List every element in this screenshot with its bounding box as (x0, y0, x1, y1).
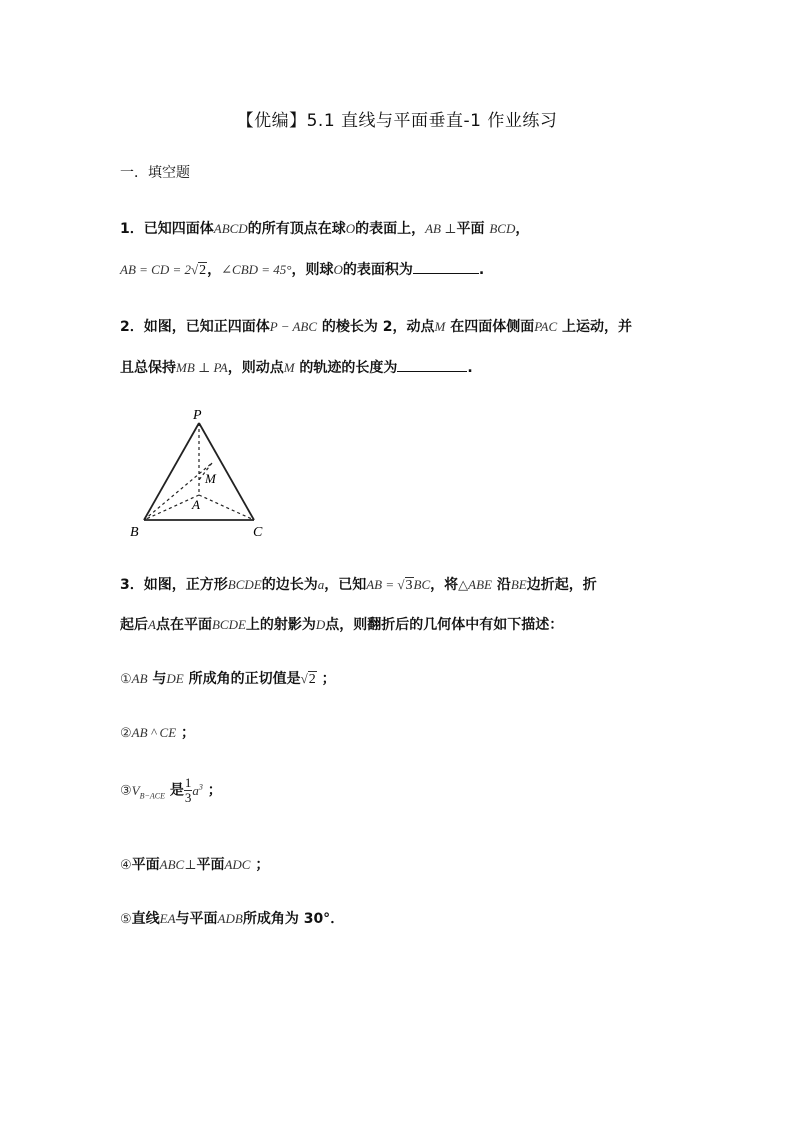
q2-math: M (283, 360, 295, 375)
q2-text: 2．如图，已知正四面体 (120, 319, 270, 335)
s1-math: AB (131, 671, 148, 686)
fraction-denominator: 3 (184, 790, 192, 805)
q3-text: 3．如图，正方形 (120, 577, 228, 593)
s1-sqrt-value: 2 (308, 672, 316, 687)
s5-text: 与平面 (175, 911, 218, 927)
s3-subscript: B−ACE (139, 791, 166, 801)
s1-end: ； (321, 671, 336, 687)
q3-math: BE (510, 577, 527, 592)
q1-math: BCD (489, 221, 516, 236)
s5-end: ． (330, 911, 345, 927)
edge-AB (144, 495, 199, 520)
s4-math: ABC (159, 857, 185, 872)
q3-equation: AB = (366, 577, 398, 592)
s1-math: DE (166, 671, 184, 686)
q3-math: ABE (468, 577, 492, 592)
statement-2 (120, 722, 195, 742)
q2-text: ，则动点 (227, 360, 284, 376)
q3-text: 点在平面 (155, 617, 212, 633)
q1-text: 的表面积为 (342, 262, 413, 278)
s3-end: ； (207, 782, 222, 799)
q1-equation: AB = CD = 2 (120, 262, 191, 277)
circled-number: ⑤ (120, 911, 132, 926)
s5-math: EA (159, 911, 176, 926)
q3-text: 的边长为 (261, 577, 318, 593)
q1-math: AB ⊥ (425, 221, 457, 236)
edge-AC (199, 495, 254, 520)
perp-symbol: ⊥ (184, 857, 197, 872)
sqrt-sign: √ (397, 577, 405, 592)
s3-a-base: a (192, 782, 199, 798)
q1-sqrt-value: 2 (199, 263, 207, 278)
question-3-line-2 (120, 614, 563, 634)
s3-text: 是 (169, 782, 184, 799)
q3-sqrt-value: 3 (405, 578, 413, 593)
question-2-line-1 (120, 316, 632, 336)
q1-text: ， (207, 262, 222, 278)
q3-text: 沿 (496, 577, 511, 593)
s3-a (192, 783, 203, 798)
statement-4 (120, 854, 269, 874)
triangle-symbol: △ (458, 577, 469, 592)
q3-text: 起后 (120, 617, 148, 633)
question-2-line-2 (120, 357, 473, 377)
q2-text: 的轨迹的长度为 (299, 360, 398, 376)
q2-math: M (434, 319, 446, 334)
statement-1 (120, 668, 336, 688)
s1-text: 所成角的正切值是 (188, 671, 301, 687)
label-B: B (130, 525, 139, 540)
q3-text: ，已知 (324, 577, 367, 593)
q3-text: 上的射影为 (245, 617, 316, 633)
q1-math: O (333, 262, 343, 277)
s5-text: 所成角为 30° (242, 911, 331, 927)
s4-text: 平面 (131, 857, 160, 873)
s4-text: 平面 (196, 857, 225, 873)
q3-math: BC (413, 577, 431, 592)
question-1-line-1 (120, 218, 529, 238)
q3-math: a (317, 577, 325, 592)
s3-V: V (131, 782, 140, 798)
s4-math: ADC (224, 857, 251, 872)
q2-end: . (467, 360, 473, 376)
q3-math: BCDE (211, 617, 246, 632)
q1-angle: ∠CBD = 45° (221, 262, 292, 277)
q2-math: PAC (534, 319, 558, 334)
sqrt-sign: √ (191, 262, 199, 277)
tetrahedron-figure (122, 405, 282, 549)
label-A: A (192, 497, 200, 512)
q2-math: MB ⊥ PA (176, 360, 228, 375)
circled-number: ① (120, 671, 132, 686)
s5-text: 直线 (131, 911, 160, 927)
s5-math: ADB (217, 911, 243, 926)
label-M: M (205, 471, 216, 486)
q3-text: ，将 (430, 577, 459, 593)
label-C: C (253, 525, 263, 540)
s1-text: 与 (152, 671, 167, 687)
circled-number: ② (120, 725, 132, 740)
fraction-numerator: 1 (184, 775, 192, 790)
q2-text: 在四面体侧面 (450, 319, 535, 335)
q2-text: 上运动，并 (562, 319, 633, 335)
q3-math: BCDE (227, 577, 262, 592)
s2-math: AB ^ CE (131, 725, 177, 740)
q1-text: 平面 (456, 221, 485, 237)
question-3-line-1 (120, 574, 597, 594)
q1-text: 的表面上， (355, 221, 426, 237)
answer-blank (413, 261, 479, 274)
question-1-line-2 (120, 259, 484, 279)
s3-volume (131, 782, 166, 801)
q1-text: ， (515, 221, 530, 237)
section-heading: 一．填空题 (120, 165, 190, 181)
circled-number: ③ (120, 782, 132, 798)
q2-math: P − ABC (269, 319, 318, 334)
q2-text: 的棱长为 2，动点 (321, 319, 435, 335)
q3-text: 点，则翻折后的几何体中有如下描述： (325, 617, 564, 633)
segment-MB (144, 463, 212, 520)
s2-end: ； (181, 725, 196, 741)
q1-math: ABCD (213, 221, 248, 236)
q3-math: A (148, 617, 156, 632)
q1-math: O (345, 221, 356, 236)
statement-3 (120, 776, 222, 805)
sqrt-sign: √ (300, 671, 308, 686)
answer-blank (397, 359, 467, 372)
q3-math: D (315, 617, 326, 632)
q3-text: 边折起，折 (526, 577, 597, 593)
edge-PB (144, 423, 199, 520)
q1-text: ，则球 (291, 262, 334, 278)
label-P: P (193, 408, 202, 423)
s4-end: ； (255, 857, 270, 873)
q1-text: 的所有顶点在球 (247, 221, 346, 237)
q1-end: . (478, 262, 485, 278)
q2-text: 且总保持 (120, 360, 176, 376)
statement-5 (120, 908, 344, 928)
circled-number: ④ (120, 857, 132, 872)
page-title: 【优编】5.1 直线与平面垂直-1 作业练习 (236, 111, 558, 131)
s3-exponent: 3 (198, 782, 203, 792)
q1-text: 1．已知四面体 (120, 221, 214, 237)
